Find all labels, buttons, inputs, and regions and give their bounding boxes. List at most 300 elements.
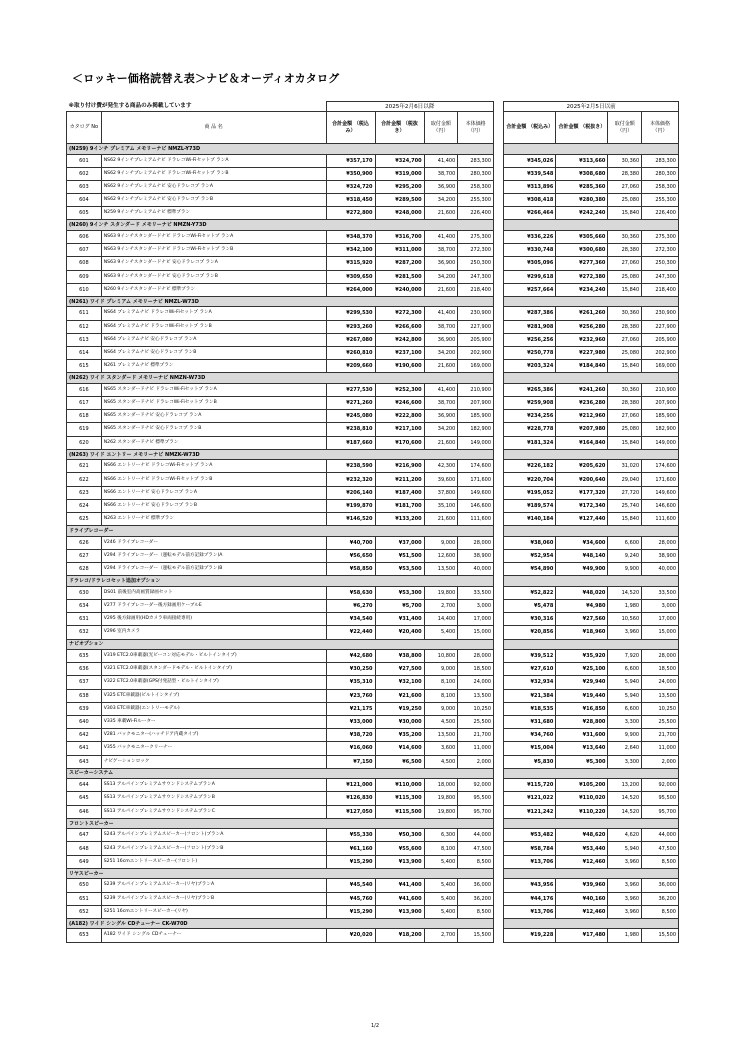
- old-unit-price: 182,900: [642, 423, 679, 436]
- old-total-tax: ¥299,618: [504, 270, 556, 283]
- old-total-tax: ¥15,004: [504, 742, 556, 755]
- new-install-fee: 19,800: [424, 586, 458, 599]
- product-name: NS66 エントリーナビ ドラレコWi-Fiセットプ ランB: [101, 473, 326, 486]
- column-gap: [494, 879, 504, 892]
- old-install-fee: 1,980: [608, 929, 642, 942]
- column-gap: [494, 576, 504, 587]
- catalog-no: 627: [67, 549, 102, 562]
- new-unit-price: 3,000: [458, 599, 494, 612]
- new-total-tax: ¥293,260: [326, 320, 375, 333]
- new-total-notax: ¥14,600: [375, 742, 424, 755]
- old-unit-price: 3,000: [642, 599, 679, 612]
- new-unit-price: 21,700: [458, 729, 494, 742]
- table-row: [67, 779, 679, 792]
- old-install-fee: 9,240: [608, 549, 642, 562]
- column-gap: [494, 650, 504, 663]
- table-row: [67, 207, 679, 220]
- column-gap: [494, 526, 504, 537]
- new-total-notax: ¥252,300: [375, 383, 424, 396]
- new-total-notax: ¥31,400: [375, 613, 424, 626]
- new-install-fee: 2,700: [424, 929, 458, 942]
- old-total-tax: ¥287,386: [504, 307, 556, 320]
- new-unit-price: 25,500: [458, 715, 494, 728]
- table-row: [67, 473, 679, 486]
- old-install-fee: 10,560: [608, 613, 642, 626]
- new-unit-price: 149,600: [458, 486, 494, 499]
- catalog-no: 623: [67, 486, 102, 499]
- table-row: [67, 842, 679, 855]
- old-unit-price: 8,500: [642, 855, 679, 868]
- new-total-notax: ¥5,700: [375, 599, 424, 612]
- old-unit-price: 95,700: [642, 805, 679, 818]
- old-install-fee: 3,300: [608, 715, 642, 728]
- old-total-notax: ¥27,560: [556, 613, 608, 626]
- old-total-tax: ¥53,482: [504, 829, 556, 842]
- new-total-tax: ¥61,160: [326, 842, 375, 855]
- new-total-notax: ¥190,600: [375, 360, 424, 373]
- catalog-no: 649: [67, 855, 102, 868]
- old-install-fee: 15,840: [608, 283, 642, 296]
- table-row: [67, 536, 679, 549]
- new-total-tax: ¥20,020: [326, 929, 375, 942]
- new-unit-price: 33,500: [458, 586, 494, 599]
- old-install-fee: 27,060: [608, 333, 642, 346]
- new-total-notax: ¥211,200: [375, 473, 424, 486]
- table-row: [67, 486, 679, 499]
- new-total-tax: ¥35,310: [326, 676, 375, 689]
- catalog-no: 619: [67, 423, 102, 436]
- product-name: N259 9インチプレミアムナビ 標準プラン: [101, 207, 326, 220]
- old-total-tax: ¥265,386: [504, 383, 556, 396]
- old-total-tax: ¥115,720: [504, 779, 556, 792]
- old-total-notax: ¥48,020: [556, 586, 608, 599]
- catalog-no: 630: [67, 586, 102, 599]
- new-total-tax: ¥15,290: [326, 905, 375, 918]
- old-install-fee: 25,080: [608, 270, 642, 283]
- old-unit-price: 25,500: [642, 715, 679, 728]
- old-total-tax: ¥228,778: [504, 423, 556, 436]
- new-total-notax: ¥287,200: [375, 257, 424, 270]
- column-gap: [494, 333, 504, 346]
- new-total-notax: ¥30,000: [375, 715, 424, 728]
- new-install-fee: 21,600: [424, 436, 458, 449]
- old-total-notax: ¥4,980: [556, 599, 608, 612]
- new-unit-price: 205,900: [458, 333, 494, 346]
- old-install-fee: 5,940: [608, 842, 642, 855]
- old-total-notax: ¥285,360: [556, 180, 608, 193]
- old-total-tax: ¥34,760: [504, 729, 556, 742]
- old-total-tax: ¥313,896: [504, 180, 556, 193]
- old-total-tax: ¥58,784: [504, 842, 556, 855]
- new-total-tax: ¥342,100: [326, 244, 375, 257]
- table-row: [67, 586, 679, 599]
- new-total-notax: ¥19,250: [375, 702, 424, 715]
- new-install-fee: 9,000: [424, 702, 458, 715]
- old-total-notax: ¥110,220: [556, 805, 608, 818]
- old-total-notax: ¥48,620: [556, 829, 608, 842]
- column-gap: [494, 257, 504, 270]
- table-row: [67, 180, 679, 193]
- section-blank: [504, 144, 679, 155]
- new-install-fee: 41,400: [424, 154, 458, 167]
- old-unit-price: 10,250: [642, 702, 679, 715]
- section-blank: [504, 526, 679, 537]
- new-install-fee: 39,600: [424, 473, 458, 486]
- product-name: V294 ドライブレコーダー（運転モデル前方記録プラン)B: [101, 563, 326, 576]
- old-total-tax: ¥5,478: [504, 599, 556, 612]
- header-total-tax: 合計金額 （税込み）: [326, 112, 375, 144]
- old-total-notax: ¥105,200: [556, 779, 608, 792]
- new-total-tax: ¥7,150: [326, 755, 375, 768]
- old-total-tax: ¥32,934: [504, 676, 556, 689]
- new-install-fee: 36,900: [424, 257, 458, 270]
- product-name: NS65 スタンダードナビ ドラレコWi-Fiセットプ ランB: [101, 397, 326, 410]
- product-name: NS63 9インチスタンダードナビ ドラレコWi-Fiセットプ ランA: [101, 230, 326, 243]
- old-total-notax: ¥184,840: [556, 360, 608, 373]
- new-unit-price: 283,300: [458, 154, 494, 167]
- new-total-notax: ¥50,300: [375, 829, 424, 842]
- header-unit-old: 本体価格 （円）: [642, 112, 679, 144]
- table-row: [67, 257, 679, 270]
- product-name: V281 バックモニター(ハッチドア内蔵タイプ): [101, 729, 326, 742]
- product-name: NS66 エントリーナビ ドラレコWi-Fiセットプ ランA: [101, 460, 326, 473]
- product-name: DS01 前後室内高画質録画セット: [101, 586, 326, 599]
- new-unit-price: 226,400: [458, 207, 494, 220]
- new-install-fee: 19,800: [424, 792, 458, 805]
- new-total-notax: ¥51,500: [375, 549, 424, 562]
- new-total-tax: ¥245,080: [326, 410, 375, 423]
- column-gap: [494, 829, 504, 842]
- old-total-tax: ¥345,026: [504, 154, 556, 167]
- column-gap: [494, 702, 504, 715]
- old-total-notax: ¥16,850: [556, 702, 608, 715]
- catalog-no: 618: [67, 410, 102, 423]
- table-row: [67, 742, 679, 755]
- new-unit-price: 227,900: [458, 320, 494, 333]
- new-install-fee: 8,100: [424, 689, 458, 702]
- new-total-notax: ¥216,900: [375, 460, 424, 473]
- section-title: (N262) ワイド スタンダード メモリーナビ NMZN-W73D: [67, 373, 494, 384]
- new-install-fee: 9,000: [424, 536, 458, 549]
- product-name: V277 ドライブレコーダー後方録画用ケーブルE: [101, 599, 326, 612]
- old-total-notax: ¥40,160: [556, 892, 608, 905]
- new-install-fee: 18,000: [424, 779, 458, 792]
- new-total-notax: ¥53,300: [375, 586, 424, 599]
- old-install-fee: 5,940: [608, 689, 642, 702]
- old-total-tax: ¥43,956: [504, 879, 556, 892]
- old-unit-price: 226,400: [642, 207, 679, 220]
- column-gap: [494, 855, 504, 868]
- old-total-notax: ¥25,100: [556, 663, 608, 676]
- old-total-tax: ¥250,778: [504, 346, 556, 359]
- catalog-no: 634: [67, 599, 102, 612]
- new-unit-price: 40,000: [458, 563, 494, 576]
- product-name: NS62 9インチプレミアムナビ 安心ドラレコプ ランA: [101, 180, 326, 193]
- old-total-tax: ¥44,176: [504, 892, 556, 905]
- new-unit-price: 10,250: [458, 702, 494, 715]
- old-unit-price: 227,900: [642, 320, 679, 333]
- catalog-no: 608: [67, 257, 102, 270]
- new-total-tax: ¥318,450: [326, 194, 375, 207]
- old-total-notax: ¥205,620: [556, 460, 608, 473]
- catalog-no: 605: [67, 207, 102, 220]
- new-unit-price: 250,300: [458, 257, 494, 270]
- new-unit-price: 185,900: [458, 410, 494, 423]
- product-name: NS62 9インチプレミアムナビ 安心ドラレコプ ランB: [101, 194, 326, 207]
- old-total-notax: ¥227,980: [556, 346, 608, 359]
- new-total-tax: ¥324,720: [326, 180, 375, 193]
- old-unit-price: 18,500: [642, 663, 679, 676]
- product-name: S239 アルパインプレミアムスピーカー(リヤ)プランB: [101, 892, 326, 905]
- old-unit-price: 230,900: [642, 307, 679, 320]
- header-total-tax-old: 合計金額 （税込み）: [504, 112, 556, 144]
- new-total-notax: ¥222,800: [375, 410, 424, 423]
- new-unit-price: 15,000: [458, 626, 494, 639]
- old-install-fee: 30,360: [608, 154, 642, 167]
- new-total-notax: ¥20,400: [375, 626, 424, 639]
- old-unit-price: 95,500: [642, 792, 679, 805]
- old-install-fee: 29,040: [608, 473, 642, 486]
- new-total-tax: ¥33,000: [326, 715, 375, 728]
- old-install-fee: 27,720: [608, 486, 642, 499]
- column-gap: [494, 307, 504, 320]
- new-total-tax: ¥121,000: [326, 779, 375, 792]
- old-install-fee: 7,920: [608, 650, 642, 663]
- new-unit-price: 28,000: [458, 650, 494, 663]
- new-unit-price: 38,900: [458, 549, 494, 562]
- new-total-notax: ¥27,500: [375, 663, 424, 676]
- new-install-fee: 13,500: [424, 729, 458, 742]
- section-blank: [504, 768, 679, 779]
- new-total-notax: ¥38,800: [375, 650, 424, 663]
- table-row: [67, 270, 679, 283]
- new-total-notax: ¥41,600: [375, 892, 424, 905]
- old-unit-price: 28,000: [642, 536, 679, 549]
- new-install-fee: 4,500: [424, 755, 458, 768]
- section-blank: [504, 373, 679, 384]
- old-total-tax: ¥19,228: [504, 929, 556, 942]
- column-gap: [494, 842, 504, 855]
- section-title: (N261) ワイド プレミアム メモリーナビ NMZL-W73D: [67, 296, 494, 307]
- column-gap: [494, 792, 504, 805]
- new-unit-price: 258,300: [458, 180, 494, 193]
- page-title: ＜ロッキー価格読替え表＞ナビ＆オーディオカタログ: [72, 72, 340, 85]
- new-install-fee: 38,700: [424, 320, 458, 333]
- catalog-no: 651: [67, 892, 102, 905]
- table-row: [67, 929, 679, 942]
- catalog-no: 640: [67, 715, 102, 728]
- old-unit-price: 205,900: [642, 333, 679, 346]
- new-total-notax: ¥110,000: [375, 779, 424, 792]
- new-total-tax: ¥58,630: [326, 586, 375, 599]
- new-unit-price: 15,500: [458, 929, 494, 942]
- old-total-notax: ¥110,020: [556, 792, 608, 805]
- column-gap: [494, 320, 504, 333]
- table-row: [67, 729, 679, 742]
- catalog-no: 638: [67, 689, 102, 702]
- new-total-notax: ¥35,200: [375, 729, 424, 742]
- column-gap: [494, 676, 504, 689]
- new-total-tax: ¥272,800: [326, 207, 375, 220]
- section-title: (N259) 9インチ プレミアム メモリーナビ NMZL-Y73D: [67, 144, 494, 155]
- old-total-notax: ¥242,240: [556, 207, 608, 220]
- new-total-notax: ¥272,300: [375, 307, 424, 320]
- product-name: N263 エントリーナビ 標準プラン: [101, 513, 326, 526]
- catalog-no: 624: [67, 499, 102, 512]
- new-install-fee: 34,200: [424, 346, 458, 359]
- product-name: NS66 エントリーナビ 安心ドラレコプ ランA: [101, 486, 326, 499]
- product-name: NS65 スタンダードナビ ドラレコWi-Fiセットプ ランA: [101, 383, 326, 396]
- header-install: 取付金額 （円）: [424, 112, 458, 144]
- product-name: V319 ETC2.0車載器(光ビーコン対応モデル・ビルトインタイプ): [101, 650, 326, 663]
- old-unit-price: 272,300: [642, 244, 679, 257]
- old-total-tax: ¥189,574: [504, 499, 556, 512]
- new-total-notax: ¥53,500: [375, 563, 424, 576]
- new-total-tax: ¥127,050: [326, 805, 375, 818]
- column-gap: [494, 715, 504, 728]
- old-unit-price: 275,300: [642, 230, 679, 243]
- column-gap: [494, 383, 504, 396]
- old-total-notax: ¥29,940: [556, 676, 608, 689]
- new-install-fee: 5,400: [424, 892, 458, 905]
- column-gap: [494, 892, 504, 905]
- column-gap: [494, 397, 504, 410]
- old-total-notax: ¥305,660: [556, 230, 608, 243]
- old-total-notax: ¥19,440: [556, 689, 608, 702]
- catalog-no: 610: [67, 283, 102, 296]
- old-install-fee: 6,600: [608, 663, 642, 676]
- old-total-notax: ¥12,460: [556, 905, 608, 918]
- column-gap: [494, 563, 504, 576]
- new-install-fee: 12,600: [424, 549, 458, 562]
- old-install-fee: 6,600: [608, 702, 642, 715]
- old-total-notax: ¥272,380: [556, 270, 608, 283]
- column-gap: [494, 513, 504, 526]
- column-gap: [494, 230, 504, 243]
- new-total-notax: ¥319,000: [375, 167, 424, 180]
- column-gap: [494, 460, 504, 473]
- new-unit-price: 272,300: [458, 244, 494, 257]
- table-row: [67, 689, 679, 702]
- catalog-no: 616: [67, 383, 102, 396]
- section-header: [67, 868, 679, 879]
- new-total-notax: ¥289,500: [375, 194, 424, 207]
- column-gap: [494, 207, 504, 220]
- old-unit-price: 218,400: [642, 283, 679, 296]
- old-install-fee: 3,960: [608, 626, 642, 639]
- new-unit-price: 230,900: [458, 307, 494, 320]
- column-gap: [494, 536, 504, 549]
- new-total-tax: ¥16,060: [326, 742, 375, 755]
- old-unit-price: 11,000: [642, 742, 679, 755]
- old-unit-price: 36,000: [642, 879, 679, 892]
- new-total-notax: ¥316,700: [375, 230, 424, 243]
- new-install-fee: 34,200: [424, 270, 458, 283]
- old-total-notax: ¥177,320: [556, 486, 608, 499]
- old-total-tax: ¥121,242: [504, 805, 556, 818]
- new-total-notax: ¥170,600: [375, 436, 424, 449]
- catalog-no: 606: [67, 230, 102, 243]
- old-install-fee: 1,980: [608, 599, 642, 612]
- catalog-no: 647: [67, 829, 102, 842]
- new-total-tax: ¥206,140: [326, 486, 375, 499]
- old-unit-price: 111,600: [642, 513, 679, 526]
- new-total-tax: ¥45,540: [326, 879, 375, 892]
- column-gap: [494, 283, 504, 296]
- new-total-tax: ¥357,170: [326, 154, 375, 167]
- old-total-notax: ¥313,660: [556, 154, 608, 167]
- table-row: [67, 879, 679, 892]
- product-name: N261 プレミアムナビ 標準プラン: [101, 360, 326, 373]
- section-title: スピーカーシステム: [67, 768, 494, 779]
- new-total-tax: ¥126,830: [326, 792, 375, 805]
- old-unit-price: 280,300: [642, 167, 679, 180]
- column-gap: [494, 779, 504, 792]
- section-header: [67, 639, 679, 650]
- old-total-notax: ¥300,680: [556, 244, 608, 257]
- new-install-fee: 9,000: [424, 663, 458, 676]
- product-name: V246 ドライブレコーダー: [101, 536, 326, 549]
- new-unit-price: 275,300: [458, 230, 494, 243]
- section-blank: [504, 449, 679, 460]
- catalog-no: 601: [67, 154, 102, 167]
- table-row: [67, 676, 679, 689]
- old-total-notax: ¥35,920: [556, 650, 608, 663]
- new-unit-price: 95,500: [458, 792, 494, 805]
- product-name: S251 16cmエントリースピーカー(フロント): [101, 855, 326, 868]
- new-total-notax: ¥55,600: [375, 842, 424, 855]
- column-gap: [494, 905, 504, 918]
- product-name: NS65 スタンダードナビ 安心ドラレコプ ランA: [101, 410, 326, 423]
- new-total-notax: ¥281,500: [375, 270, 424, 283]
- catalog-no: 602: [67, 167, 102, 180]
- product-name: NS65 スタンダードナビ 安心ドラレコプ ランB: [101, 423, 326, 436]
- old-unit-price: 283,300: [642, 154, 679, 167]
- catalog-no: 612: [67, 320, 102, 333]
- section-header: [67, 818, 679, 829]
- column-gap: [494, 244, 504, 257]
- old-total-tax: ¥203,324: [504, 360, 556, 373]
- old-total-tax: ¥234,256: [504, 410, 556, 423]
- table-row: [67, 283, 679, 296]
- catalog-no: 646: [67, 805, 102, 818]
- old-install-fee: 3,300: [608, 755, 642, 768]
- column-gap: [494, 805, 504, 818]
- column-gap: [494, 755, 504, 768]
- new-total-notax: ¥115,300: [375, 792, 424, 805]
- old-install-fee: 13,200: [608, 779, 642, 792]
- new-install-fee: 3,600: [424, 742, 458, 755]
- product-name: V303 ETC車載器(エントリーモデル): [101, 702, 326, 715]
- new-total-tax: ¥146,520: [326, 513, 375, 526]
- new-total-tax: ¥277,530: [326, 383, 375, 396]
- old-total-tax: ¥330,748: [504, 244, 556, 257]
- old-total-tax: ¥256,256: [504, 333, 556, 346]
- new-install-fee: 21,600: [424, 207, 458, 220]
- old-install-fee: 27,060: [608, 257, 642, 270]
- new-unit-price: 13,500: [458, 689, 494, 702]
- product-name: V325 ETC車載器(ビルトインタイプ): [101, 689, 326, 702]
- new-total-tax: ¥45,760: [326, 892, 375, 905]
- product-name: NS63 9インチスタンダードナビ ドラレコWi-Fiセットプ ランB: [101, 244, 326, 257]
- new-total-tax: ¥260,810: [326, 346, 375, 359]
- section-blank: [504, 639, 679, 650]
- column-gap: [494, 818, 504, 829]
- product-name: V296 室内カメラ: [101, 626, 326, 639]
- old-unit-price: 149,000: [642, 436, 679, 449]
- new-total-notax: ¥181,700: [375, 499, 424, 512]
- old-total-notax: ¥234,240: [556, 283, 608, 296]
